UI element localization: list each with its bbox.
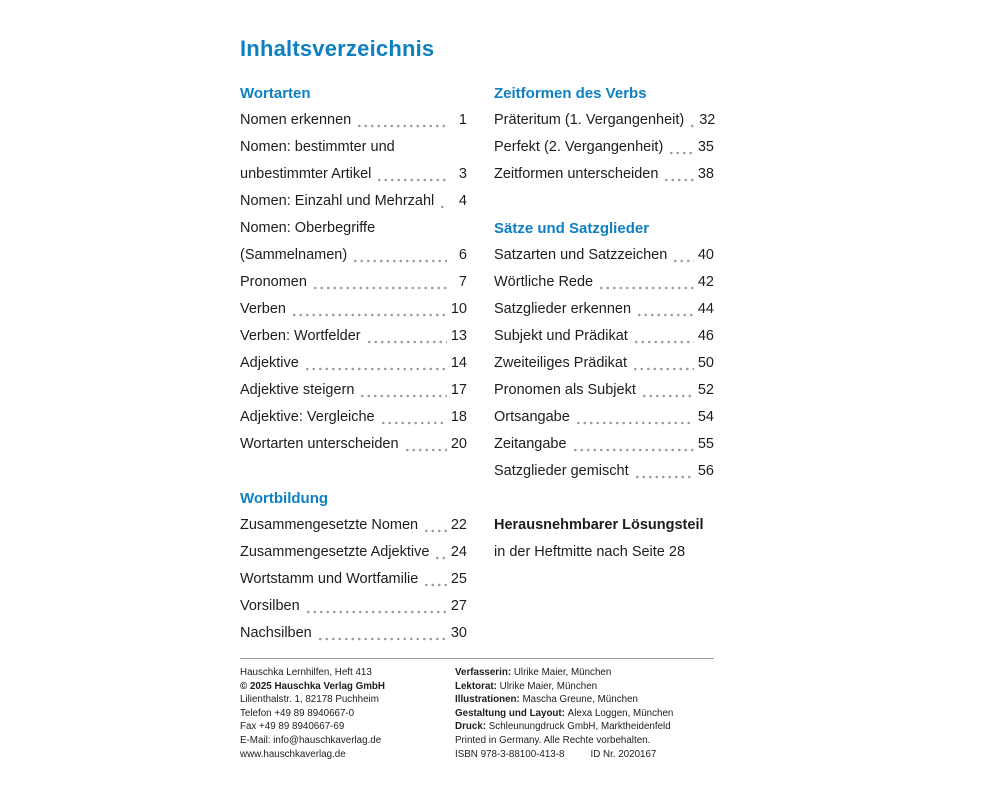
toc-entry-label: Satzarten und Satzzeichen	[494, 247, 668, 263]
toc-page-number: 20	[450, 436, 467, 452]
toc-entry-row	[240, 323, 467, 350]
toc-entry-label: Präteritum (1. Vergangenheit)	[494, 112, 685, 128]
dotted-leader	[291, 296, 447, 317]
dotted-leader	[663, 161, 693, 182]
toc-page-number: 14	[450, 355, 467, 371]
toc-entry-row	[240, 566, 467, 593]
dotted-leader	[304, 350, 447, 371]
toc-page-number: 25	[450, 571, 467, 587]
footer-line	[455, 748, 714, 762]
toc-page-number: 4	[458, 193, 467, 209]
toc-page-number: 7	[458, 274, 467, 290]
toc-entry-row	[240, 377, 467, 404]
footer-line: E-Mail: info@hauschkaverlag.de	[240, 734, 382, 746]
footer-line-text: Ulrike Maier, München	[513, 667, 612, 678]
toc-entry-row	[494, 269, 714, 296]
dotted-leader	[380, 404, 447, 425]
dotted-leader	[423, 512, 447, 533]
footer	[240, 658, 714, 761]
footer-line-text: Mascha Greune, München	[522, 694, 638, 706]
toc-entry-label: Wortarten unterscheiden	[240, 436, 399, 452]
toc-entry-label: (Sammelnamen)	[240, 247, 348, 263]
dotted-leader	[376, 161, 447, 182]
toc-page-number: 27	[450, 598, 467, 614]
toc-entry-row	[240, 350, 467, 377]
toc-entry-wrap-row	[240, 134, 467, 161]
toc-page-number: 18	[450, 409, 467, 425]
toc-entry-label: Zusammengesetzte Nomen	[240, 517, 419, 533]
dotted-leader	[366, 323, 447, 344]
toc-page-number: 6	[458, 247, 467, 263]
dotted-leader	[423, 566, 447, 587]
toc-entry-row	[494, 242, 714, 269]
toc-entry-label: Adjektive	[240, 355, 299, 371]
footer-line-text: ISBN 978-3-88100-413-8	[455, 748, 565, 760]
dotted-leader	[434, 539, 446, 560]
toc-entry-row	[494, 431, 714, 458]
toc-page-number: 30	[450, 625, 467, 641]
toc-entry-row	[494, 107, 714, 134]
toc-entry-label: Zeitformen unterscheiden	[494, 166, 659, 182]
footer-line-text: Ulrike Maier, München	[499, 680, 598, 692]
footer-publisher-block	[240, 666, 455, 761]
toc-entry-row	[240, 296, 467, 323]
toc-page-number: 44	[697, 301, 714, 317]
dotted-leader	[359, 377, 446, 398]
dotted-leader	[632, 350, 694, 371]
dotted-leader	[633, 323, 694, 344]
toc-page-number: 24	[450, 544, 467, 560]
toc-entry-row	[494, 377, 714, 404]
toc-entry-label: Nomen: Einzahl und Mehrzahl	[240, 193, 435, 209]
toc-column-left	[240, 80, 467, 647]
toc-entry-row	[494, 134, 714, 161]
toc-page-number: 52	[697, 382, 714, 398]
toc-entry-row	[240, 593, 467, 620]
footer-line	[455, 720, 714, 734]
dotted-leader	[672, 242, 694, 263]
page-title: Inhaltsverzeichnis	[240, 36, 435, 61]
dotted-leader	[598, 269, 694, 290]
footer-line-label: Gestaltung und Layout:	[455, 707, 568, 719]
toc-entry-row	[494, 404, 714, 431]
footer-line: Fax +49 89 8940667-69	[240, 721, 345, 733]
toc-page-number: 54	[697, 409, 714, 425]
toc-entry-label: Ortsangabe	[494, 409, 570, 425]
footer-line	[455, 707, 714, 721]
toc-page-number: 10	[450, 301, 467, 317]
footer-line-label: Druck:	[455, 721, 489, 733]
toc-entry-label: Pronomen	[240, 274, 307, 290]
toc-entry-label: Nomen: Oberbegriffe	[240, 220, 376, 236]
toc-entry-row	[494, 458, 714, 485]
toc-page-number: 55	[697, 436, 714, 452]
toc-page-number: 3	[458, 166, 467, 182]
toc-page-number: 1	[458, 112, 467, 128]
dotted-leader	[352, 242, 447, 263]
toc-entry-label: Vorsilben	[240, 598, 300, 614]
footer-line-label: Lektorat:	[455, 680, 500, 692]
section-heading: Zeitformen des Verbs	[494, 85, 647, 102]
toc-entry-row	[494, 161, 714, 188]
toc-entry-row	[240, 620, 467, 647]
loesungsteil-text: in der Heftmitte nach Seite 28	[494, 544, 686, 560]
toc-entry-label: Verben	[240, 301, 286, 317]
toc-entry-label: Nomen erkennen	[240, 112, 352, 128]
toc-entry-row	[240, 539, 467, 566]
toc-entry-label: Satzglieder erkennen	[494, 301, 632, 317]
toc-page-number: 50	[697, 355, 714, 371]
toc-entry-row	[240, 161, 467, 188]
dotted-leader	[575, 404, 694, 425]
footer-line: Hauschka Lernhilfen, Heft 413	[240, 667, 372, 678]
toc-entry-label: Perfekt (2. Vergangenheit)	[494, 139, 664, 155]
toc-entry-row	[240, 242, 467, 269]
footer-id-number: ID Nr. 2020167	[590, 748, 657, 760]
toc-entry-label: Subjekt und Prädikat	[494, 328, 628, 344]
dotted-leader	[312, 269, 447, 290]
dotted-leader	[404, 431, 447, 452]
toc-entry-row	[240, 269, 467, 296]
toc-page-number: 40	[697, 247, 714, 263]
footer-line: www.hauschkaverlag.de	[240, 748, 346, 760]
dotted-leader	[305, 593, 447, 614]
toc-page-number: 42	[697, 274, 714, 290]
footer-line-label: Verfasserin:	[455, 667, 514, 678]
toc-page-number: 35	[697, 139, 714, 155]
dotted-leader	[572, 431, 694, 452]
footer-line-label: Illustrationen:	[455, 694, 523, 706]
dotted-leader	[641, 377, 694, 398]
toc-entry-row	[240, 107, 467, 134]
toc-column-right	[494, 80, 714, 647]
toc-page-number: 46	[697, 328, 714, 344]
toc-entry-label: Verben: Wortfelder	[240, 328, 361, 344]
toc-page-number: 56	[697, 463, 714, 479]
footer-line	[455, 693, 714, 707]
dotted-leader	[634, 458, 694, 479]
toc-entry-label: unbestimmter Artikel	[240, 166, 372, 182]
section-heading: Sätze und Satzglieder	[494, 220, 650, 237]
toc-entry-label: Wortstamm und Wortfamilie	[240, 571, 419, 587]
footer-line-text: Schleunungdruck GmbH, Marktheidenfeld	[488, 721, 671, 733]
dotted-leader	[668, 134, 694, 155]
toc-entry-row	[494, 296, 714, 323]
toc-entry-row	[240, 404, 467, 431]
footer-credits-block	[455, 666, 714, 761]
footer-line: © 2025 Hauschka Verlag GmbH	[240, 680, 385, 692]
toc-entry-label: Zeitangabe	[494, 436, 567, 452]
toc-columns	[240, 80, 714, 647]
dotted-leader	[317, 620, 447, 641]
dotted-leader	[356, 107, 447, 128]
toc-page-number: 32	[699, 112, 716, 128]
toc-entry-row	[494, 323, 714, 350]
footer-line	[455, 666, 714, 680]
toc-entry-wrap-row	[240, 215, 467, 242]
toc-entry-row	[240, 188, 467, 215]
toc-entry-label: Satzglieder gemischt	[494, 463, 629, 479]
toc-entry-row	[240, 431, 467, 458]
toc-page-number: 22	[450, 517, 467, 533]
toc-entry-label: Adjektive: Vergleiche	[240, 409, 375, 425]
loesungsteil-title: Herausnehmbarer Lösungsteil	[494, 517, 704, 533]
dotted-leader	[439, 188, 447, 209]
footer-line-text: Printed in Germany. Alle Rechte vorbehalten.	[455, 734, 651, 746]
toc-entry-label: Zweiteiliges Prädikat	[494, 355, 627, 371]
toc-entry-label: Wörtliche Rede	[494, 274, 594, 290]
toc-entry-label: Nachsilben	[240, 625, 312, 641]
footer-line: Lilienthalstr. 1, 82178 Puchheim	[240, 694, 379, 706]
section-heading: Wortbildung	[240, 490, 329, 507]
toc-entry-label: Pronomen als Subjekt	[494, 382, 636, 398]
footer-line: Telefon +49 89 8940667-0	[240, 707, 355, 719]
toc-entry-row	[494, 350, 714, 377]
toc-page-number: 13	[450, 328, 467, 344]
toc-entry-label: Zusammengesetzte Adjektive	[240, 544, 430, 560]
toc-entry-row	[240, 512, 467, 539]
toc-page-number: 38	[697, 166, 714, 182]
footer-line-text: Alexa Loggen, München	[567, 707, 674, 719]
footer-line	[455, 734, 714, 748]
toc-page-number: 17	[450, 382, 467, 398]
dotted-leader	[689, 107, 695, 128]
toc-entry-label: Adjektive steigern	[240, 382, 355, 398]
footer-line	[455, 680, 714, 694]
dotted-leader	[636, 296, 694, 317]
toc-entry-label: Nomen: bestimmter und	[240, 139, 395, 155]
section-heading: Wortarten	[240, 85, 311, 102]
